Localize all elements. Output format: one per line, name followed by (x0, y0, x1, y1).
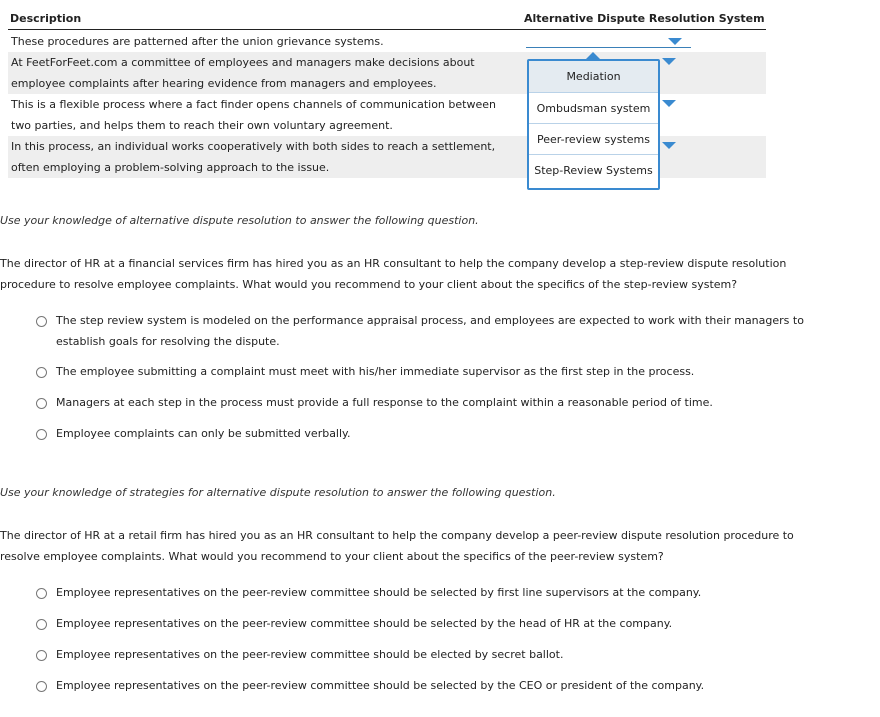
question-1-instruction: Use your knowledge of alternative dispute resolution to answer the following question. (0, 214, 479, 227)
radio-button[interactable] (36, 619, 47, 630)
header-divider (8, 29, 766, 30)
radio-button[interactable] (36, 681, 47, 692)
option-label: The employee submitting a complaint must meet with his/her immediate supervisor as the first step in the process. (56, 365, 695, 378)
dropdown-option-mediation[interactable]: Mediation (529, 61, 658, 92)
row-3-dropdown-chevron-icon[interactable] (662, 100, 676, 107)
row-1-dropdown-chevron-icon[interactable] (668, 38, 682, 45)
radio-button[interactable] (36, 650, 47, 661)
radio-button[interactable] (36, 398, 47, 409)
dropdown-option-peer-review[interactable]: Peer-review systems (529, 123, 658, 154)
option-label: Employee representatives on the peer-review committee should be selected by the CEO or president of the company. (56, 679, 705, 692)
row-2-description: At FeetForFeet.com a committee of employees and managers make decisions about employee complaints after hearing evidence from managers and employees. (11, 56, 475, 90)
option-label: Employee representatives on the peer-review committee should be elected by secret ballot. (56, 648, 564, 661)
option-label: Employee representatives on the peer-review committee should be selected by first line supervisors at the company. (56, 586, 702, 599)
radio-button[interactable] (36, 367, 47, 378)
row-4-description: In this process, an individual works cooperatively with both sides to reach a settlement, often employing a problem-solving approach to the issue. (11, 140, 496, 174)
question-2-text: The director of HR at a retail firm has hired you as an HR consultant to help the company develop a peer-review dispute resolution procedure to resolve employee complaints. What would you recommend to your client about the specifics of the peer-review system? (0, 529, 794, 563)
radio-button[interactable] (36, 588, 47, 599)
radio-button[interactable] (36, 429, 47, 440)
question-1-text: The director of HR at a financial services firm has hired you as an HR consultant to help the company develop a step-review dispute resolution procedure to resolve employee complaints. What would you recommend to your client about the specifics of the step-review system? (0, 257, 787, 291)
column-header-description: Description (10, 12, 82, 25)
row-2-dropdown-chevron-icon[interactable] (662, 58, 676, 65)
row-1-answer-blank[interactable] (526, 47, 691, 48)
dropdown-option-ombudsman[interactable]: Ombudsman system (529, 92, 658, 123)
table-row-1 (8, 31, 766, 52)
option-label: The step review system is modeled on the performance appraisal process, and employees are expected to work with their managers to establish goals for resolving the dispute. (56, 314, 804, 348)
dropdown-menu (527, 59, 660, 190)
row-1-description: These procedures are patterned after the union grievance systems. (11, 35, 384, 48)
option-label: Employee complaints can only be submitted verbally. (56, 427, 351, 440)
popup-caret-icon (586, 52, 600, 59)
dropdown-option-step-review[interactable]: Step-Review Systems (529, 154, 658, 185)
radio-button[interactable] (36, 316, 47, 327)
question-2-instruction: Use your knowledge of strategies for alternative dispute resolution to answer the following question. (0, 486, 556, 499)
row-4-dropdown-chevron-icon[interactable] (662, 142, 676, 149)
column-header-alternative: Alternative Dispute Resolution System (524, 12, 765, 25)
option-label: Employee representatives on the peer-review committee should be selected by the head of HR at the company. (56, 617, 673, 630)
option-label: Managers at each step in the process must provide a full response to the complaint within a reasonable period of time. (56, 396, 713, 409)
row-3-description: This is a flexible process where a fact finder opens channels of communication between two parties, and helps them to reach their own voluntary agreement. (11, 98, 496, 132)
